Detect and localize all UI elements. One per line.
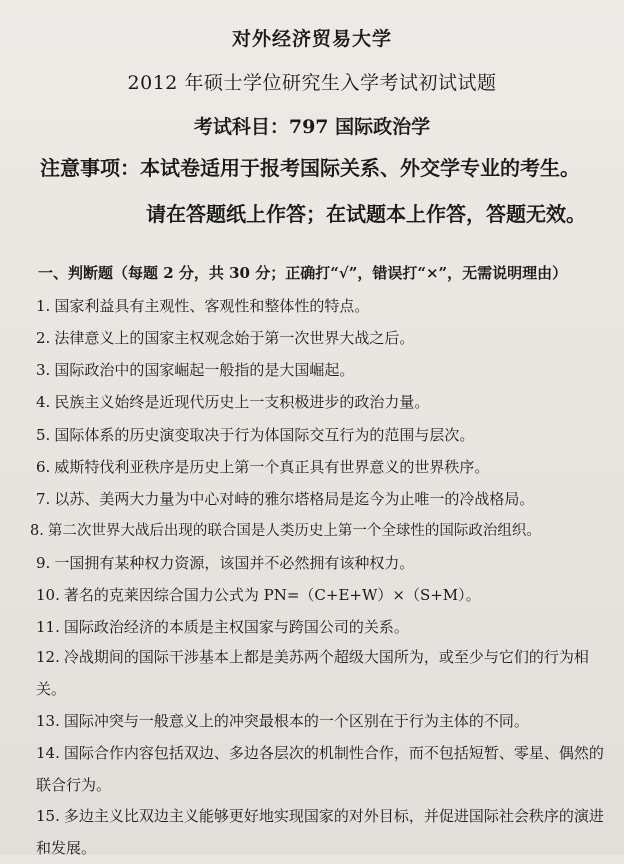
question-number: 2. xyxy=(36,329,51,347)
question-number: 11. xyxy=(36,618,60,636)
exam-title: 2012 年硕士学位研究生入学考试初试试题 xyxy=(127,72,497,94)
question-number: 1. xyxy=(36,297,51,315)
question-item xyxy=(36,705,611,737)
question-item xyxy=(36,354,611,386)
question-number: 7. xyxy=(36,490,51,508)
question-number: 12. xyxy=(36,648,60,666)
question-text: 国际合作内容包括双边、多边各层次的机制性合作，而不包括短暂、零星、偶然的联合行为。 xyxy=(36,744,604,794)
question-number: 6. xyxy=(36,458,51,476)
question-number: 13. xyxy=(36,712,60,730)
question-item xyxy=(36,800,611,864)
question-item xyxy=(36,451,611,483)
question-item xyxy=(36,611,611,643)
question-text: 法律意义上的国家主权观念始于第一次世界大战之后。 xyxy=(54,329,415,347)
question-text: 民族主义始终是近现代历史上一支积极进步的政治力量。 xyxy=(54,393,430,411)
question-item xyxy=(36,737,611,801)
question-text: 著名的克莱因综合国力公式为 PN=（C+E+W）×（S+M）。 xyxy=(63,586,481,604)
question-item xyxy=(30,515,615,547)
question-item xyxy=(36,386,611,418)
question-text: 国家利益具有主观性、客观性和整体性的特点。 xyxy=(54,297,370,315)
section-heading: 一、判断题（每题 2 分，共 30 分；正确打“√”，错误打“×”，无需说明理由） xyxy=(38,264,568,282)
notice-line-2: 请在答题纸上作答；在试题本上作答，答题无效。 xyxy=(146,202,586,226)
question-text: 冷战期间的国际干涉基本上都是美苏两个超级大国所为，或至少与它们的行为相关。 xyxy=(36,648,589,698)
question-number: 8. xyxy=(30,523,44,539)
question-text: 国际体系的历史演变取决于行为体国际交互行为的范围与层次。 xyxy=(54,426,475,444)
question-number: 14. xyxy=(36,744,60,762)
question-item xyxy=(36,483,611,515)
question-item xyxy=(36,419,611,451)
question-number: 15. xyxy=(36,807,60,825)
question-item xyxy=(36,290,611,322)
question-number: 4. xyxy=(36,393,51,411)
question-text: 第二次世界大战后出现的联合国是人类历史上第一个全球性的国际政治组织。 xyxy=(47,523,541,539)
question-text: 一国拥有某种权力资源，该国并不必然拥有该种权力。 xyxy=(54,554,415,572)
notice-line-1: 注意事项：本试卷适用于报考国际关系、外交学专业的考生。 xyxy=(40,156,580,180)
question-text: 国际政治经济的本质是主权国家与跨国公司的关系。 xyxy=(63,618,409,636)
question-text: 国际冲突与一般意义上的冲突最根本的一个区别在于行为主体的不同。 xyxy=(63,712,529,730)
question-item xyxy=(36,547,611,579)
question-text: 以苏、美两大力量为中心对峙的雅尔塔格局是迄今为止唯一的冷战格局。 xyxy=(54,490,535,508)
question-item xyxy=(36,579,611,611)
question-text: 威斯特伐利亚秩序是历史上第一个真正具有世界意义的世界秩序。 xyxy=(54,458,490,476)
exam-subject: 考试科目：797 国际政治学 xyxy=(193,116,431,138)
question-text: 国际政治中的国家崛起一般指的是大国崛起。 xyxy=(54,361,355,379)
school-name: 对外经济贸易大学 xyxy=(231,28,392,50)
question-number: 10. xyxy=(36,586,60,604)
question-number: 3. xyxy=(36,361,51,379)
question-text: 多边主义比双边主义能够更好地实现国家的对外目标，并促进国际社会秩序的演进和发展。 xyxy=(36,807,604,857)
question-number: 9. xyxy=(36,554,51,572)
question-item xyxy=(36,641,611,705)
question-item xyxy=(36,322,611,354)
question-number: 5. xyxy=(36,426,51,444)
